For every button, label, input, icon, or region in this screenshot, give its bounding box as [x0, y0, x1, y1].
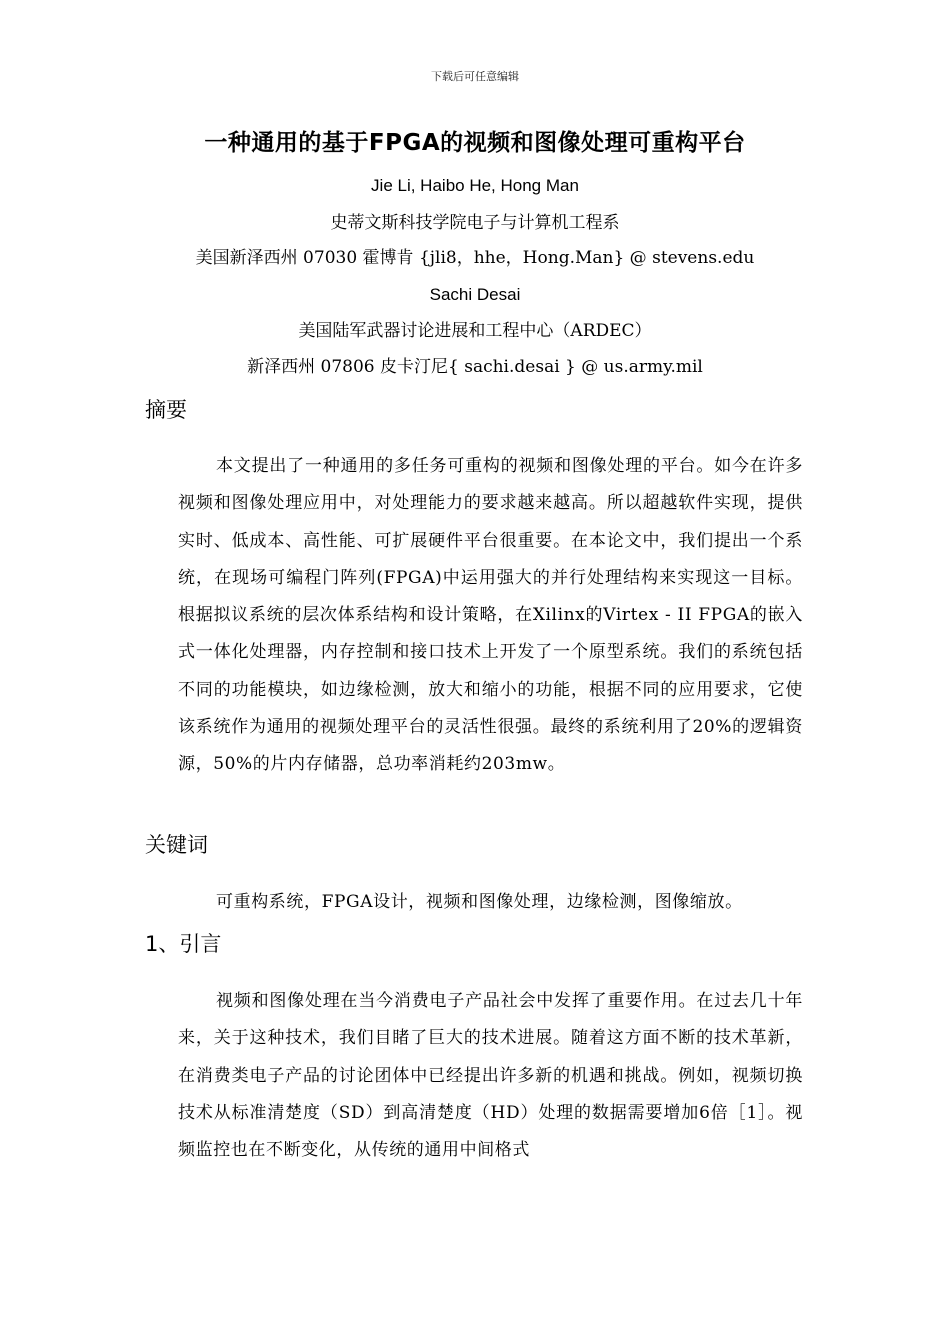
author-address-1: 美国新泽西州 07030 霍博肯 {jli8，hhe，Hong.Man} @ stevens.edu — [195, 248, 755, 268]
paper-title: 一种通用的基于FPGA的视频和图像处理可重构平台 — [204, 130, 746, 156]
author-address-2: 新泽西州 07806 皮卡汀尼{ sachi.desai } @ us.army.mil — [247, 357, 703, 377]
keywords-heading: 关键词 — [145, 833, 208, 857]
author-names-2: Sachi Desai — [429, 285, 521, 304]
introduction-paragraph: 视频和图像处理在当今消费电子产品社会中发挥了重要作用。在过去几十年来，关于这种技术，我们目睹了巨大的技术进展。随着这方面不断的技术革新，在消费类电子产品的讨论团体中已经提出许多新的机遇和挑战。例如，视频切换技术从标准清楚度（SD）到高清楚度（HD）处理的数据需要增加6倍［1］。视频监控也在不断变化，从传统的通用中间格式 — [178, 991, 803, 1161]
author-affiliation-1: 史蒂文斯科技学院电子与计算机工程系 — [330, 213, 620, 233]
author-names-1: Jie Li, Haibo He, Hong Man — [371, 176, 579, 195]
header-note: 下载后可任意编辑 — [431, 70, 519, 83]
abstract-paragraph: 本文提出了一种通用的多任务可重构的视频和图像处理的平台。如今在许多视频和图像处理应用中，对处理能力的要求越来越高。所以超越软件实现，提供实时、低成本、高性能、可扩展硬件平台很重要。在本论文中，我们提出一个系统，在现场可编程门阵列(FPGA)中运用强大的并行处理结构来实现这一目标。根据拟议系统的层次体系结构和设计策略，在Xilinx的Virtex - II FPGA的嵌入式一体化处理器，内存控制和接口技术上开发了一个原型系统。我们的系统包括不同的功能模块，如边缘检测，放大和缩小的功能，根据不同的应用要求，它使该系统作为通用的视频处理平台的灵活性很强。最终的系统利用了20%的逻辑资源，50%的片内存储器，总功率消耗约203mw。 — [178, 456, 803, 775]
introduction-heading: 1、引言 — [145, 932, 222, 956]
keywords-paragraph: 可重构系统，FPGA设计，视频和图像处理，边缘检测，图像缩放。 — [216, 892, 743, 912]
author-affiliation-2: 美国陆军武器讨论进展和工程中心（ARDEC） — [298, 321, 652, 341]
abstract-heading: 摘要 — [145, 398, 187, 422]
